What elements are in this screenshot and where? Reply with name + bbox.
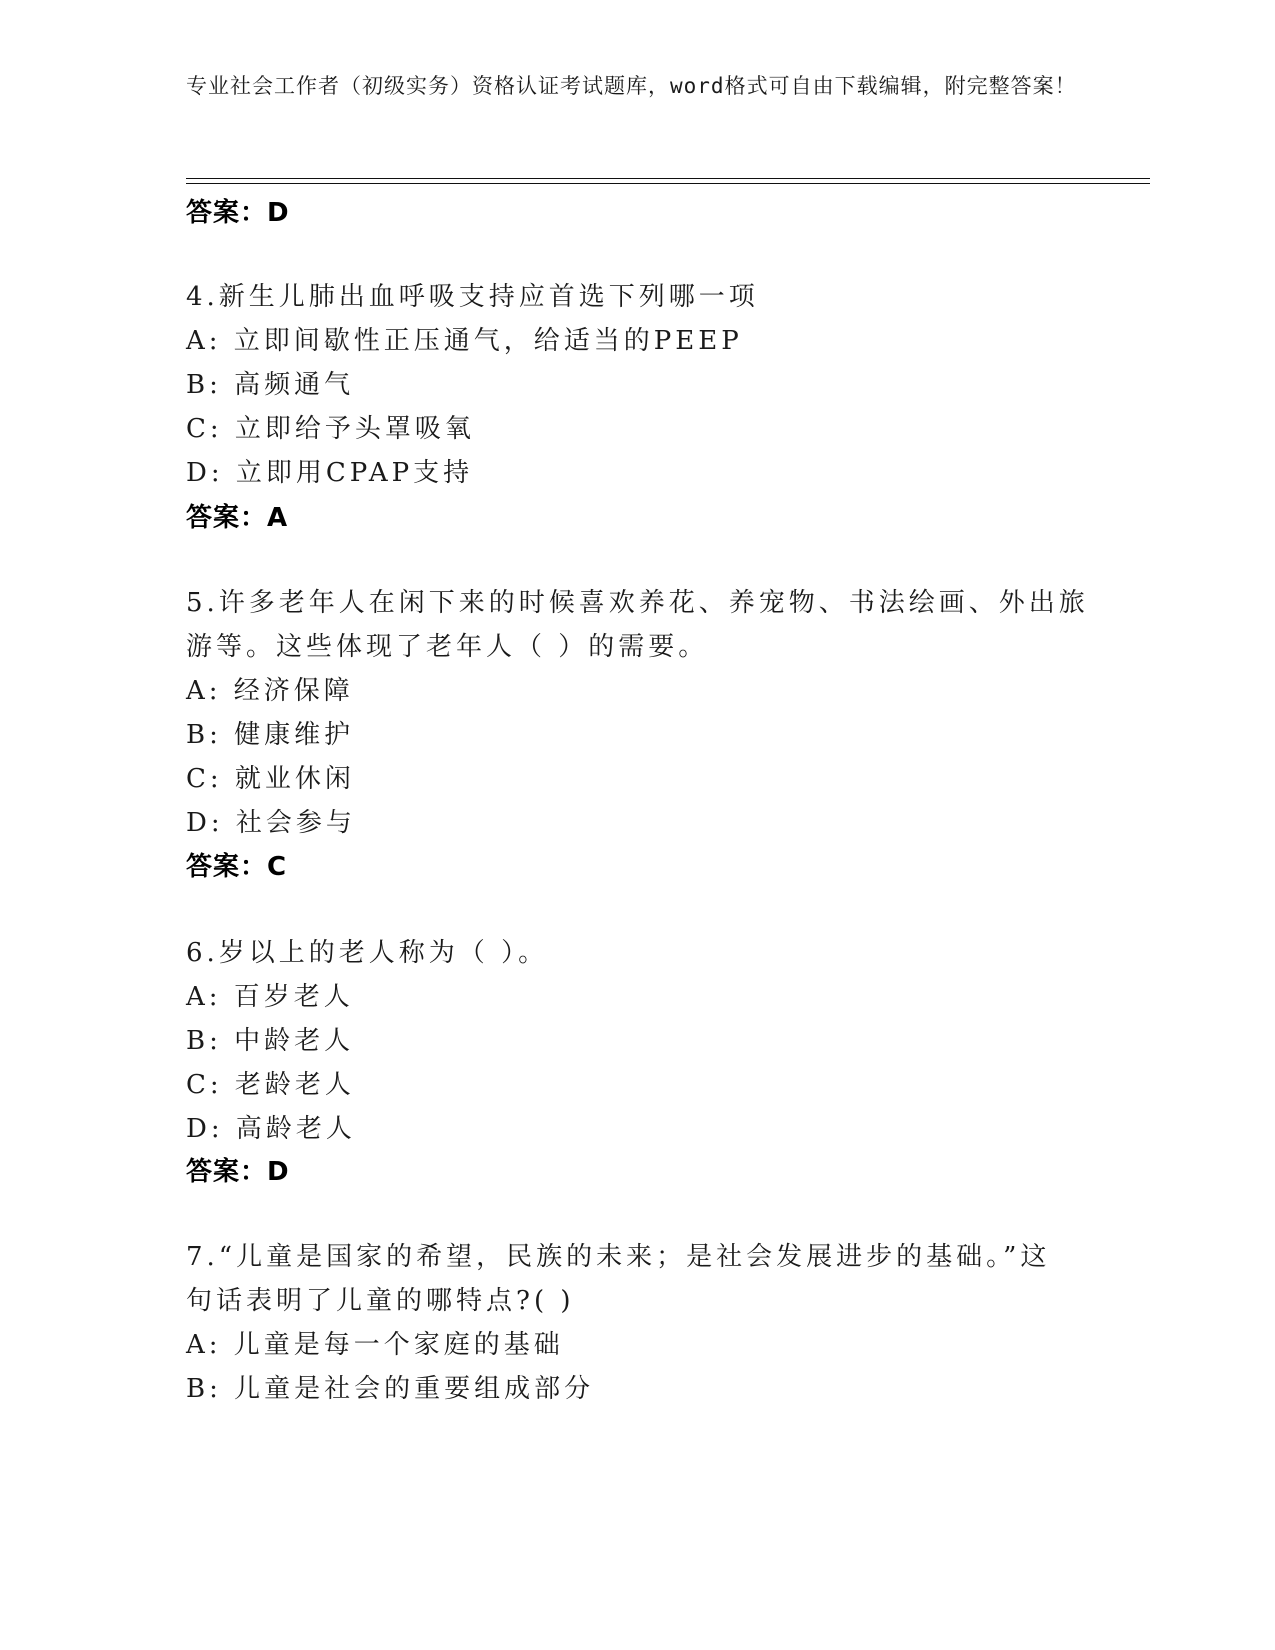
question-4-answer: 答案：A: [186, 503, 289, 533]
question-7-option-b: B: 儿童是社会的重要组成部分: [186, 1374, 595, 1404]
answer-prev: 答案：D: [186, 198, 290, 228]
question-6-answer: 答案：D: [186, 1157, 290, 1187]
question-4-option-c: C: 立即给予头罩吸氧: [186, 414, 475, 444]
question-5-option-a: A: 经济保障: [186, 676, 354, 706]
question-5-answer: 答案：C: [186, 852, 288, 882]
question-4-option-b: B: 高频通气: [186, 370, 355, 400]
question-7-stem-line-1: 7.“儿童是国家的希望，民族的未来；是社会发展进步的基础。”这: [186, 1242, 1051, 1272]
question-5-option-b: B: 健康维护: [186, 720, 355, 750]
document-header: 专业社会工作者（初级实务）资格认证考试题库，word格式可自由下载编辑，附完整答案！: [186, 74, 1077, 98]
question-4-option-d: D: 立即用CPAP支持: [186, 458, 474, 488]
question-4-stem: 4.新生儿肺出血呼吸支持应首选下列哪一项: [186, 282, 759, 312]
question-5-option-d: D: 社会参与: [186, 808, 356, 838]
header-rule-top: [186, 178, 1150, 179]
header-rule-bottom: [186, 183, 1150, 184]
question-6-option-d: D: 高龄老人: [186, 1114, 356, 1144]
question-6-option-c: C: 老龄老人: [186, 1070, 355, 1100]
question-6-stem: 6.岁以上的老人称为（ ）。: [186, 938, 549, 968]
question-5-stem-line-2: 游等。这些体现了老年人（ ）的需要。: [186, 632, 709, 662]
question-7-stem-line-2: 句话表明了儿童的哪特点?( ): [186, 1286, 575, 1316]
question-5-option-c: C: 就业休闲: [186, 764, 355, 794]
question-5-stem-line-1: 5.许多老年人在闲下来的时候喜欢养花、养宠物、书法绘画、外出旅: [186, 588, 1089, 618]
question-4-option-a: A: 立即间歇性正压通气，给适当的PEEP: [186, 326, 743, 356]
question-6-option-a: A: 百岁老人: [186, 982, 354, 1012]
question-7-option-a: A: 儿童是每一个家庭的基础: [186, 1330, 564, 1360]
question-6-option-b: B: 中龄老人: [186, 1026, 355, 1056]
